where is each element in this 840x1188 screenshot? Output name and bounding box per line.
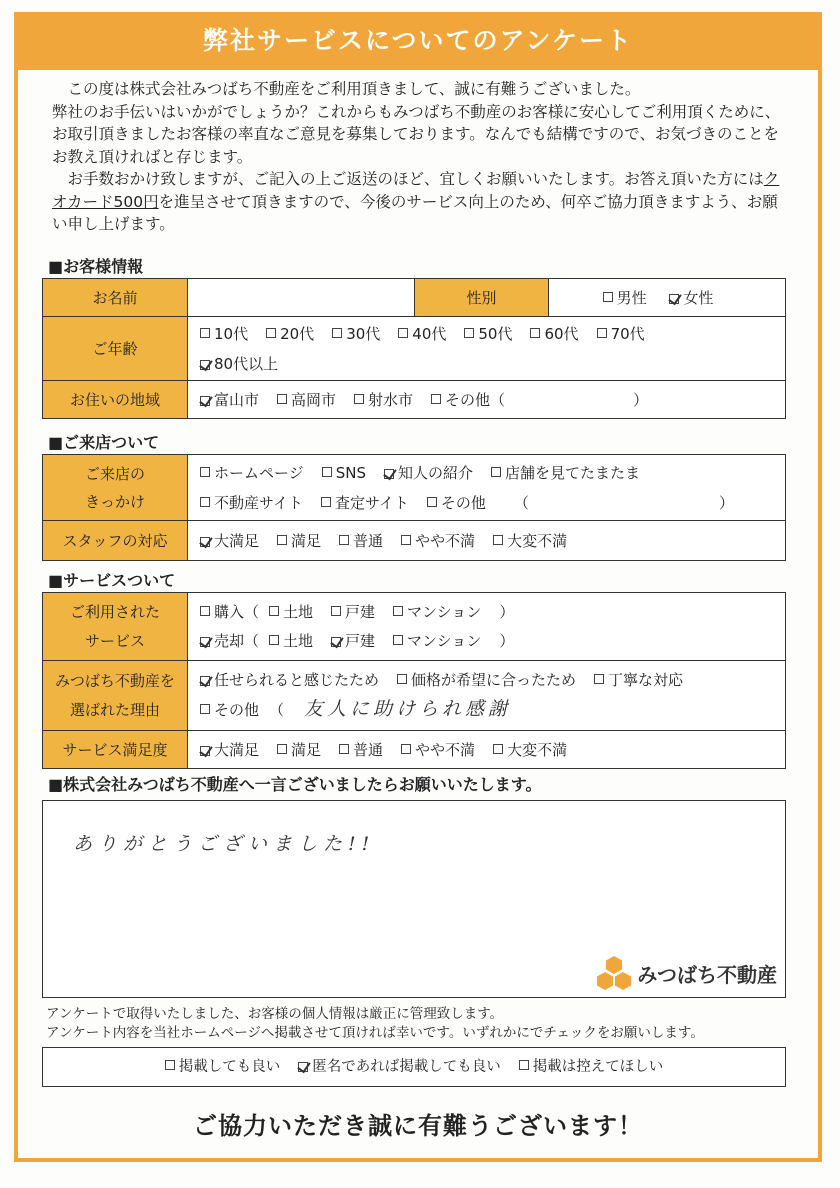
checkbox[interactable] bbox=[200, 328, 210, 338]
sell-mansion[interactable]: マンション bbox=[393, 627, 481, 656]
checkbox[interactable] bbox=[464, 328, 474, 338]
gender-label: 性別 bbox=[415, 279, 549, 317]
section-comment: ■株式会社みつばち不動産へ一言ございましたらお願いいたします。 bbox=[48, 775, 542, 794]
checkbox[interactable] bbox=[393, 635, 403, 645]
comment-box[interactable] bbox=[42, 800, 786, 998]
sell-close-paren: ） bbox=[499, 631, 515, 650]
service-satisfaction-options bbox=[188, 731, 786, 769]
age-10[interactable]: 10代 bbox=[200, 319, 248, 349]
checkbox-checked[interactable] bbox=[200, 744, 212, 756]
age-30[interactable]: 30代 bbox=[332, 319, 380, 349]
reason-referral[interactable]: 知人の紹介 bbox=[384, 458, 473, 488]
name-field[interactable] bbox=[188, 279, 415, 317]
comment-handwritten: ありがとうございました!! bbox=[73, 833, 376, 855]
checkbox[interactable] bbox=[200, 467, 210, 477]
reason-other[interactable]: その他 bbox=[427, 488, 486, 518]
checkbox[interactable] bbox=[354, 394, 364, 404]
name-label: お名前 bbox=[43, 279, 188, 317]
buy-land[interactable]: 土地 bbox=[269, 598, 313, 627]
checkbox[interactable] bbox=[277, 394, 287, 404]
why-trust[interactable]: 任せられると感じたため bbox=[200, 666, 379, 695]
checkbox[interactable] bbox=[401, 535, 411, 545]
checkbox[interactable] bbox=[266, 328, 276, 338]
checkbox[interactable] bbox=[277, 744, 287, 754]
checkbox-checked[interactable] bbox=[200, 635, 212, 647]
age-50[interactable]: 50代 bbox=[464, 319, 512, 349]
gender-female[interactable]: 女性 bbox=[669, 287, 713, 308]
area-toyama[interactable]: 富山市 bbox=[200, 389, 259, 410]
area-close-paren: ） bbox=[633, 391, 649, 409]
checkbox-checked[interactable] bbox=[200, 358, 212, 370]
sat-very-dissatisfied[interactable]: 大変不満 bbox=[493, 739, 567, 760]
sat-normal[interactable]: 普通 bbox=[339, 739, 383, 760]
staff-very-dissatisfied[interactable]: 大変不満 bbox=[493, 530, 567, 551]
checkbox[interactable] bbox=[393, 606, 403, 616]
honeycomb-icon bbox=[595, 955, 633, 991]
reason-appraisal-site[interactable]: 査定サイト bbox=[321, 488, 409, 518]
section-visit: ■ご来店ついて bbox=[48, 433, 160, 452]
area-options bbox=[188, 381, 786, 419]
reason-close-paren: ） bbox=[718, 493, 734, 512]
buy-mansion[interactable]: マンション bbox=[393, 598, 481, 627]
service-sell[interactable]: 売却（ bbox=[200, 627, 259, 656]
publish-anonymous[interactable]: 匿名であれば掲載しても良い bbox=[298, 1048, 501, 1086]
service-buy-row bbox=[200, 603, 514, 621]
reason-sns[interactable]: SNS bbox=[322, 458, 366, 488]
sell-house[interactable]: 戸建 bbox=[331, 627, 375, 656]
service-sell-row bbox=[200, 632, 514, 650]
age-40[interactable]: 40代 bbox=[398, 319, 446, 349]
area-takaoka[interactable]: 高岡市 bbox=[277, 389, 336, 410]
checkbox[interactable] bbox=[597, 328, 607, 338]
reason-choose-label: みつばち不動産を 選ばれた理由 bbox=[43, 661, 188, 731]
section-customer: ■お客様情報 bbox=[48, 257, 144, 276]
checkbox[interactable] bbox=[339, 744, 349, 754]
staff-very-satisfied[interactable]: 大満足 bbox=[200, 530, 259, 551]
reason-walk-in[interactable]: 店舗を見てたまたま bbox=[491, 458, 640, 488]
reason-choose-options bbox=[188, 661, 786, 731]
why-price[interactable]: 価格が希望に合ったため bbox=[397, 666, 576, 695]
service-table bbox=[42, 592, 786, 769]
staff-somewhat-dissatisfied[interactable]: やや不満 bbox=[401, 530, 475, 551]
checkbox-checked[interactable] bbox=[331, 635, 343, 647]
reason-homepage[interactable]: ホームページ bbox=[200, 458, 304, 488]
gender-options bbox=[549, 279, 786, 317]
checkbox[interactable] bbox=[427, 497, 437, 507]
intro-text bbox=[52, 78, 792, 236]
sat-somewhat-dissatisfied[interactable]: やや不満 bbox=[401, 739, 475, 760]
buy-close-paren: ） bbox=[499, 602, 515, 621]
checkbox[interactable] bbox=[269, 606, 279, 616]
staff-options bbox=[188, 521, 786, 561]
used-service-options bbox=[188, 593, 786, 661]
checkbox[interactable] bbox=[594, 674, 604, 684]
checkbox[interactable] bbox=[200, 704, 210, 714]
checkbox[interactable] bbox=[332, 328, 342, 338]
customer-table bbox=[42, 278, 786, 419]
age-70[interactable]: 70代 bbox=[597, 319, 645, 349]
privacy-notes bbox=[46, 1005, 704, 1043]
logo-text: みつばち不動産 bbox=[637, 962, 777, 987]
why-other-handwritten: 友人に助けられ感謝 bbox=[304, 698, 512, 720]
checkbox[interactable] bbox=[397, 674, 407, 684]
checkbox[interactable] bbox=[200, 497, 210, 507]
visit-reason-options bbox=[188, 455, 786, 521]
intro-p1: この度は株式会社みつばち不動産をご利用頂きまして、誠に有難うございました。 bbox=[67, 80, 641, 98]
area-imizu[interactable]: 射水市 bbox=[354, 389, 413, 410]
reason-realestate-site[interactable]: 不動産サイト bbox=[200, 488, 303, 518]
intro-p2: 弊社のお手伝いはいかがでしょうか？これからもみつばち不動産のお客様に安心してご利用頂くために、お取引頂きましたお客様の率直なご意見を募集しております。なんでも結構ですので、お気づきのことをお教え頂ければと存じます。 bbox=[52, 102, 781, 166]
footer-thanks: ご協力いただき誠に有難うございます！ bbox=[193, 1112, 643, 1140]
age-60[interactable]: 60代 bbox=[530, 319, 578, 349]
notes-line2: アンケート内容を当社ホームページへ掲載させて頂ければ幸いです。いずれかにでチェックをお願いします。 bbox=[46, 1025, 704, 1041]
sell-land[interactable]: 土地 bbox=[269, 627, 313, 656]
why-polite[interactable]: 丁寧な対応 bbox=[594, 666, 683, 695]
age-80-plus[interactable]: 80代以上 bbox=[200, 349, 278, 379]
quo-card-text: クオカード500円 bbox=[52, 170, 780, 211]
checkbox[interactable] bbox=[322, 467, 332, 477]
checkbox[interactable] bbox=[493, 535, 503, 545]
checkbox[interactable] bbox=[398, 328, 408, 338]
staff-satisfied[interactable]: 満足 bbox=[277, 530, 321, 551]
checkbox[interactable] bbox=[530, 328, 540, 338]
checkbox[interactable] bbox=[603, 292, 613, 302]
checkbox[interactable] bbox=[519, 1060, 529, 1070]
company-logo bbox=[595, 955, 777, 991]
intro-p3a: お手数おかけ致しますが、ご記入の上ご返送のほど、宜しくお願いいたします。お答え頂いた方には bbox=[67, 170, 764, 188]
survey-title: 弊社サービスについてのアンケート bbox=[14, 12, 822, 70]
checkbox[interactable] bbox=[339, 535, 349, 545]
staff-label: スタッフの対応 bbox=[43, 521, 188, 561]
intro-p3 bbox=[52, 168, 792, 236]
checkbox[interactable] bbox=[331, 606, 341, 616]
gender-male[interactable]: 男性 bbox=[603, 287, 647, 308]
service-buy[interactable]: 購入（ bbox=[200, 598, 259, 627]
age-label: ご年齢 bbox=[43, 317, 188, 381]
area-label: お住いの地域 bbox=[43, 381, 188, 419]
age-20[interactable]: 20代 bbox=[266, 319, 314, 349]
intro-p3b: を進呈させて頂きますので、今後のサービス向上のため、何卒ご協力頂きますよう、お願い申し上げます。 bbox=[52, 192, 778, 233]
why-open-paren: （ bbox=[269, 701, 285, 719]
checkbox-checked[interactable] bbox=[200, 535, 212, 547]
why-other[interactable]: その他 bbox=[200, 696, 259, 725]
used-service-label: ご利用された サービス bbox=[43, 593, 188, 661]
checkbox-checked[interactable] bbox=[200, 674, 212, 686]
publish-decline[interactable]: 掲載は控えてほしい bbox=[519, 1048, 664, 1086]
checkbox[interactable] bbox=[493, 744, 503, 754]
notes-line1: アンケートで取得いたしました、お客様の個人情報は厳正に管理致します。 bbox=[46, 1006, 504, 1022]
sat-very-satisfied[interactable]: 大満足 bbox=[200, 739, 259, 760]
checkbox[interactable] bbox=[165, 1060, 175, 1070]
checkbox[interactable] bbox=[200, 606, 210, 616]
checkbox[interactable] bbox=[277, 535, 287, 545]
buy-house[interactable]: 戸建 bbox=[331, 598, 375, 627]
checkbox[interactable] bbox=[491, 467, 501, 477]
reason-open-paren: （ bbox=[513, 493, 529, 512]
age-options bbox=[188, 317, 786, 381]
publish-ok[interactable]: 掲載しても良い bbox=[165, 1048, 281, 1086]
checkbox-checked[interactable] bbox=[384, 467, 396, 479]
checkbox[interactable] bbox=[269, 635, 279, 645]
checkbox-checked[interactable] bbox=[298, 1060, 310, 1072]
section-service: ■サービスついて bbox=[48, 571, 176, 590]
checkbox[interactable] bbox=[321, 497, 331, 507]
service-satisfaction-label: サービス満足度 bbox=[43, 731, 188, 769]
sat-satisfied[interactable]: 満足 bbox=[277, 739, 321, 760]
visit-reason-label: ご来店の きっかけ bbox=[43, 455, 188, 521]
checkbox-checked[interactable] bbox=[669, 292, 681, 304]
checkbox[interactable] bbox=[401, 744, 411, 754]
checkbox-checked[interactable] bbox=[200, 394, 212, 406]
checkbox[interactable] bbox=[431, 394, 441, 404]
publish-permission bbox=[42, 1047, 786, 1087]
staff-normal[interactable]: 普通 bbox=[339, 530, 383, 551]
visit-table bbox=[42, 454, 786, 561]
area-other[interactable]: その他（ bbox=[431, 389, 505, 410]
